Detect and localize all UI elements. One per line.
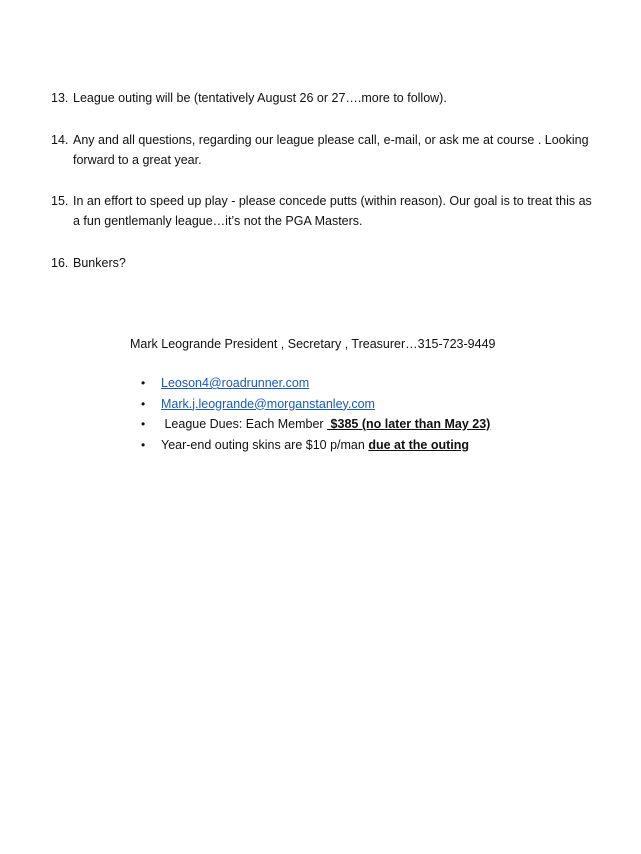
dues-text: League Dues: Each Member (161, 417, 328, 431)
list-item-14 (51, 130, 596, 170)
list-number: 15. (51, 194, 69, 208)
list-number: 16. (51, 256, 69, 270)
email-link-morganstanley[interactable]: Mark.j.leogrande@morganstanley.com (161, 396, 375, 411)
contact-line: Mark Leogrande President , Secretary , Treasurer…315-723-9449 (130, 337, 496, 351)
bullet-league-dues (130, 414, 490, 435)
list-text: In an effort to speed up play - please concede putts (within reason). Our goal is to treat this as a fun gentlemanly league…it’s not the PGA Masters. (73, 194, 592, 228)
skins-text: Year-end outing skins are $10 p/man (161, 437, 369, 452)
list-text: League outing will be (tentatively August 26 or 27….more to follow). (73, 91, 447, 105)
bullet-email-roadrunner (130, 373, 490, 394)
skins-due-note: due at the outing (368, 437, 469, 452)
list-text: Any and all questions, regarding our league please call, e-mail, or ask me at course . Looking forward to a great year. (73, 133, 589, 167)
list-item-16 (51, 253, 596, 273)
bullet-icon: • (141, 437, 146, 452)
dues-amount: $385 (no later than May 23) (327, 417, 491, 431)
list-number: 14. (51, 133, 69, 147)
list-number: 13. (51, 91, 69, 105)
list-item-13 (51, 88, 596, 108)
contact-bullet-list (130, 373, 490, 455)
email-link-roadrunner[interactable]: Leoson4@roadrunner.com (161, 376, 310, 390)
list-text: Bunkers? (73, 256, 126, 270)
bullet-icon: • (141, 417, 146, 431)
list-item-15 (51, 191, 596, 231)
bullet-icon: • (141, 396, 146, 411)
bullet-email-morganstanley (130, 394, 490, 415)
bullet-icon: • (141, 376, 146, 390)
bullet-skins (130, 435, 490, 456)
